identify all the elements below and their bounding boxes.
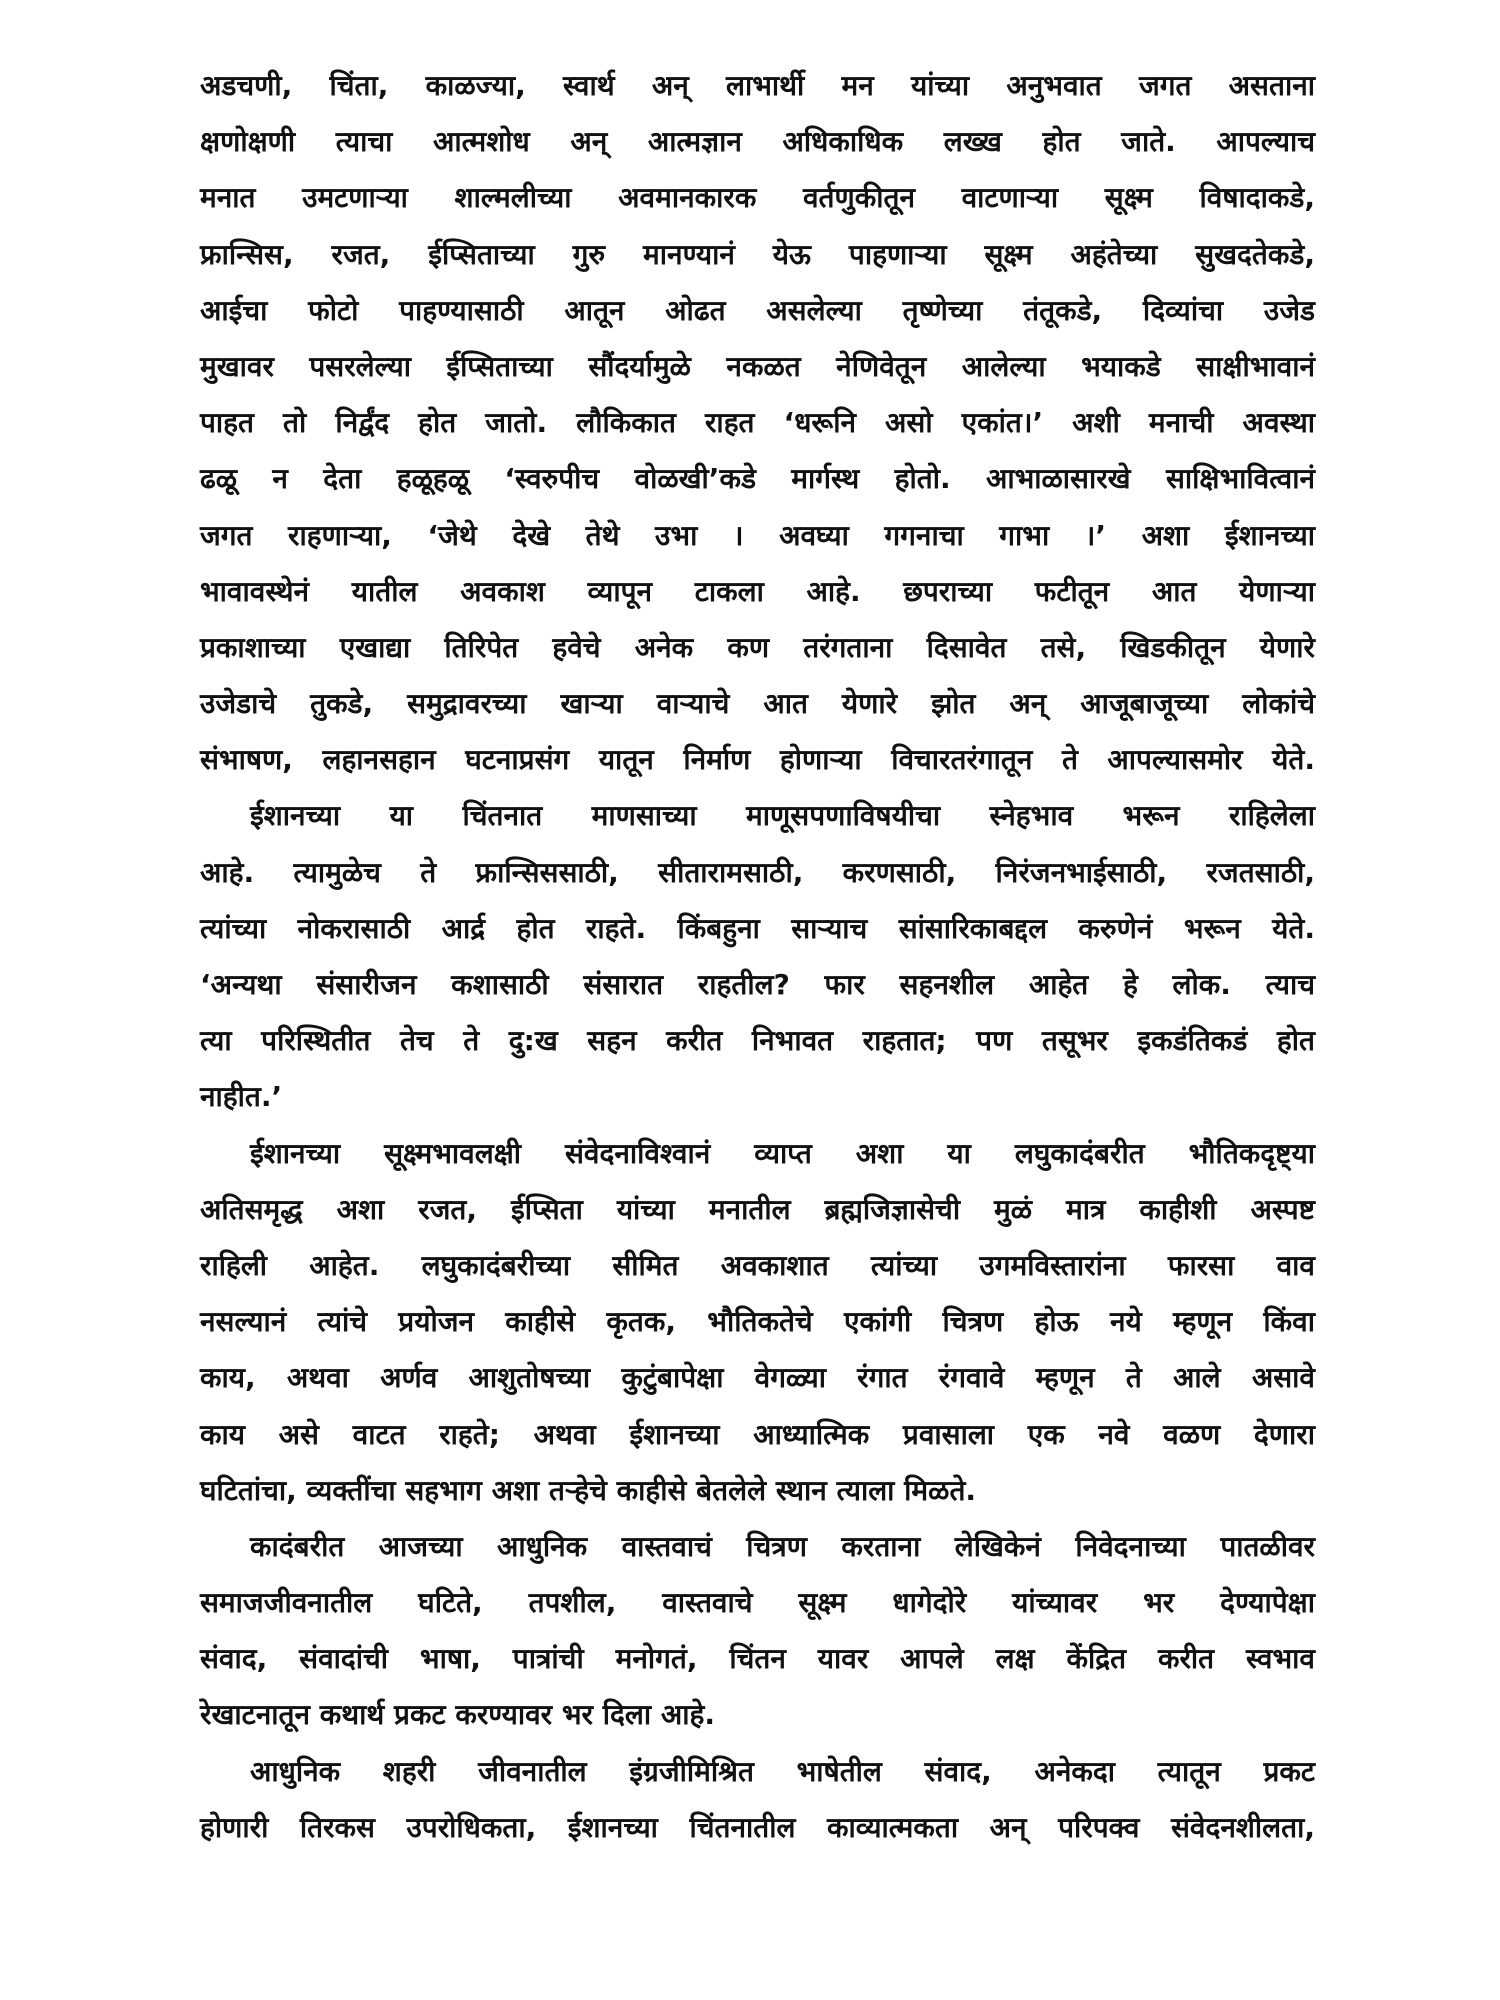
text-line: होणारी तिरकस उपरोधिकता, ईशानच्या चिंतनातील काव्यात्मकता अन् परिपक्व संवेदनशीलता, bbox=[200, 1810, 1315, 1844]
text-line: प्रकाशाच्या एखाद्या तिरिपेत हवेचे अनेक कण तरंगताना दिसावेत तसे, खिडकीतून येणारे bbox=[200, 630, 1315, 664]
text-line: संभाषण, लहानसहान घटनाप्रसंग यातून निर्माण होणाऱ्या विचारतरंगातून ते आपल्यासमोर येते. bbox=[200, 743, 1315, 777]
text-line: काय, अथवा अर्णव आशुतोषच्या कुटुंबापेक्षा वेगळ्या रंगात रंगवावे म्हणून ते आले असावे bbox=[200, 1361, 1315, 1395]
text-line: फ्रान्सिस, रजत, ईप्सिताच्या गुरु मानण्यानं येऊ पाहणाऱ्या सूक्ष्म अहंतेच्या सुखदतेकडे, bbox=[200, 237, 1315, 271]
text-line: घटितांचा, व्यक्तींचा सहभाग अशा तऱ्हेचे काहीसे बेतलेले स्थान त्याला मिळते. bbox=[200, 1473, 977, 1507]
text-line: नसल्यानं त्यांचे प्रयोजन काहीसे कृतक, भौतिकतेचे एकांगी चित्रण होऊ नये म्हणून किंवा bbox=[200, 1305, 1315, 1339]
text-line: त्या परिस्थितीत तेच ते दु:ख सहन करीत निभावत राहतात; पण तसूभर इकडंतिकडं होत bbox=[200, 1024, 1315, 1058]
text-line: काय असे वाटत राहते; अथवा ईशानच्या आध्यात्मिक प्रवासाला एक नवे वळण देणारा bbox=[200, 1417, 1315, 1451]
text-line: नाहीत.’ bbox=[200, 1080, 283, 1114]
text-line: भावावस्थेनं यातील अवकाश व्यापून टाकला आहे. छपराच्या फटीतून आत येणाऱ्या bbox=[200, 574, 1315, 608]
text-line: आधुनिक शहरी जीवनातील इंग्रजीमिश्रित भाषेतील संवाद, अनेकदा त्यातून प्रकट bbox=[250, 1754, 1315, 1788]
text-line: क्षणोक्षणी त्याचा आत्मशोध अन् आत्मज्ञान अधिकाधिक लख्ख होत जाते. आपल्याच bbox=[200, 125, 1315, 159]
text-line: मुखावर पसरलेल्या ईप्सिताच्या सौंदर्यामुळे नकळत नेणिवेतून आलेल्या भयाकडे साक्षीभावानं bbox=[200, 349, 1315, 383]
text-line: आहे. त्यामुळेच ते फ्रान्सिससाठी, सीतारामसाठी, करणसाठी, निरंजनभाईसाठी, रजतसाठी, bbox=[200, 855, 1315, 889]
text-line: ढळू न देता हळूहळू ‘स्वरुपीच वोळखी’कडे मार्गस्थ होतो. आभाळासारखे साक्षिभावित्वानं bbox=[200, 462, 1315, 496]
body-text bbox=[200, 58, 1315, 1856]
text-line: समाजजीवनातील घटिते, तपशील, वास्तवाचे सूक्ष्म धागेदोरे यांच्यावर भर देण्यापेक्षा bbox=[200, 1586, 1315, 1620]
text-line: राहिली आहेत. लघुकादंबरीच्या सीमित अवकाशात त्यांच्या उगमविस्तारांना फारसा वाव bbox=[200, 1248, 1315, 1282]
text-line: मनात उमटणाऱ्या शाल्मलीच्या अवमानकारक वर्तणुकीतून वाटणाऱ्या सूक्ष्म विषादाकडे, bbox=[200, 181, 1315, 215]
text-line: उजेडाचे तुकडे, समुद्रावरच्या खाऱ्या वाऱ्याचे आत येणारे झोत अन् आजूबाजूच्या लोकांचे bbox=[200, 687, 1315, 721]
text-line: अतिसमृद्ध अशा रजत, ईप्सिता यांच्या मनातील ब्रह्मजिज्ञासेची मुळं मात्र काहीशी अस्पष्ट bbox=[200, 1192, 1315, 1226]
text-line: ‘अन्यथा संसारीजन कशासाठी संसारात राहतील? फार सहनशील आहेत हे लोक. त्याच bbox=[200, 968, 1315, 1001]
text-line: पाहत तो निर्द्वंद होत जातो. लौकिकात राहत ‘धरूनि असो एकांत।’ अशी मनाची अवस्था bbox=[200, 406, 1315, 440]
text-line: कादंबरीत आजच्या आधुनिक वास्तवाचं चित्रण करताना लेखिकेनं निवेदनाच्या पातळीवर bbox=[250, 1529, 1315, 1563]
text-line: ईशानच्या या चिंतनात माणसाच्या माणूसपणाविषयीचा स्नेहभाव भरून राहिलेला bbox=[250, 799, 1315, 833]
text-line: ईशानच्या सूक्ष्मभावलक्षी संवेदनाविश्वानं व्याप्त अशा या लघुकादंबरीत भौतिकदृष्ट्या bbox=[250, 1136, 1315, 1170]
text-line: अडचणी, चिंता, काळज्या, स्वार्थ अन् लाभार्थी मन यांच्या अनुभवात जगत असताना bbox=[200, 69, 1315, 102]
text-line: रेखाटनातून कथार्थ प्रकट करण्यावर भर दिला आहे. bbox=[200, 1698, 715, 1732]
text-line: संवाद, संवादांची भाषा, पात्रांची मनोगतं, चिंतन यावर आपले लक्ष केंद्रित करीत स्वभाव bbox=[200, 1642, 1315, 1676]
text-line: आईचा फोटो पाहण्यासाठी आतून ओढत असलेल्या तृष्णेच्या तंतूकडे, दिव्यांचा उजेड bbox=[200, 293, 1315, 327]
text-line: त्यांच्या नोकरासाठी आर्द्र होत राहते. किंबहुना साऱ्याच सांसारिकाबद्दल करुणेनं भरून येते. bbox=[200, 911, 1315, 945]
text-line: जगत राहणाऱ्या, ‘जेथे देखे तेथे उभा । अवघ्या गगनाचा गाभा ।’ अशा ईशानच्या bbox=[200, 518, 1315, 552]
